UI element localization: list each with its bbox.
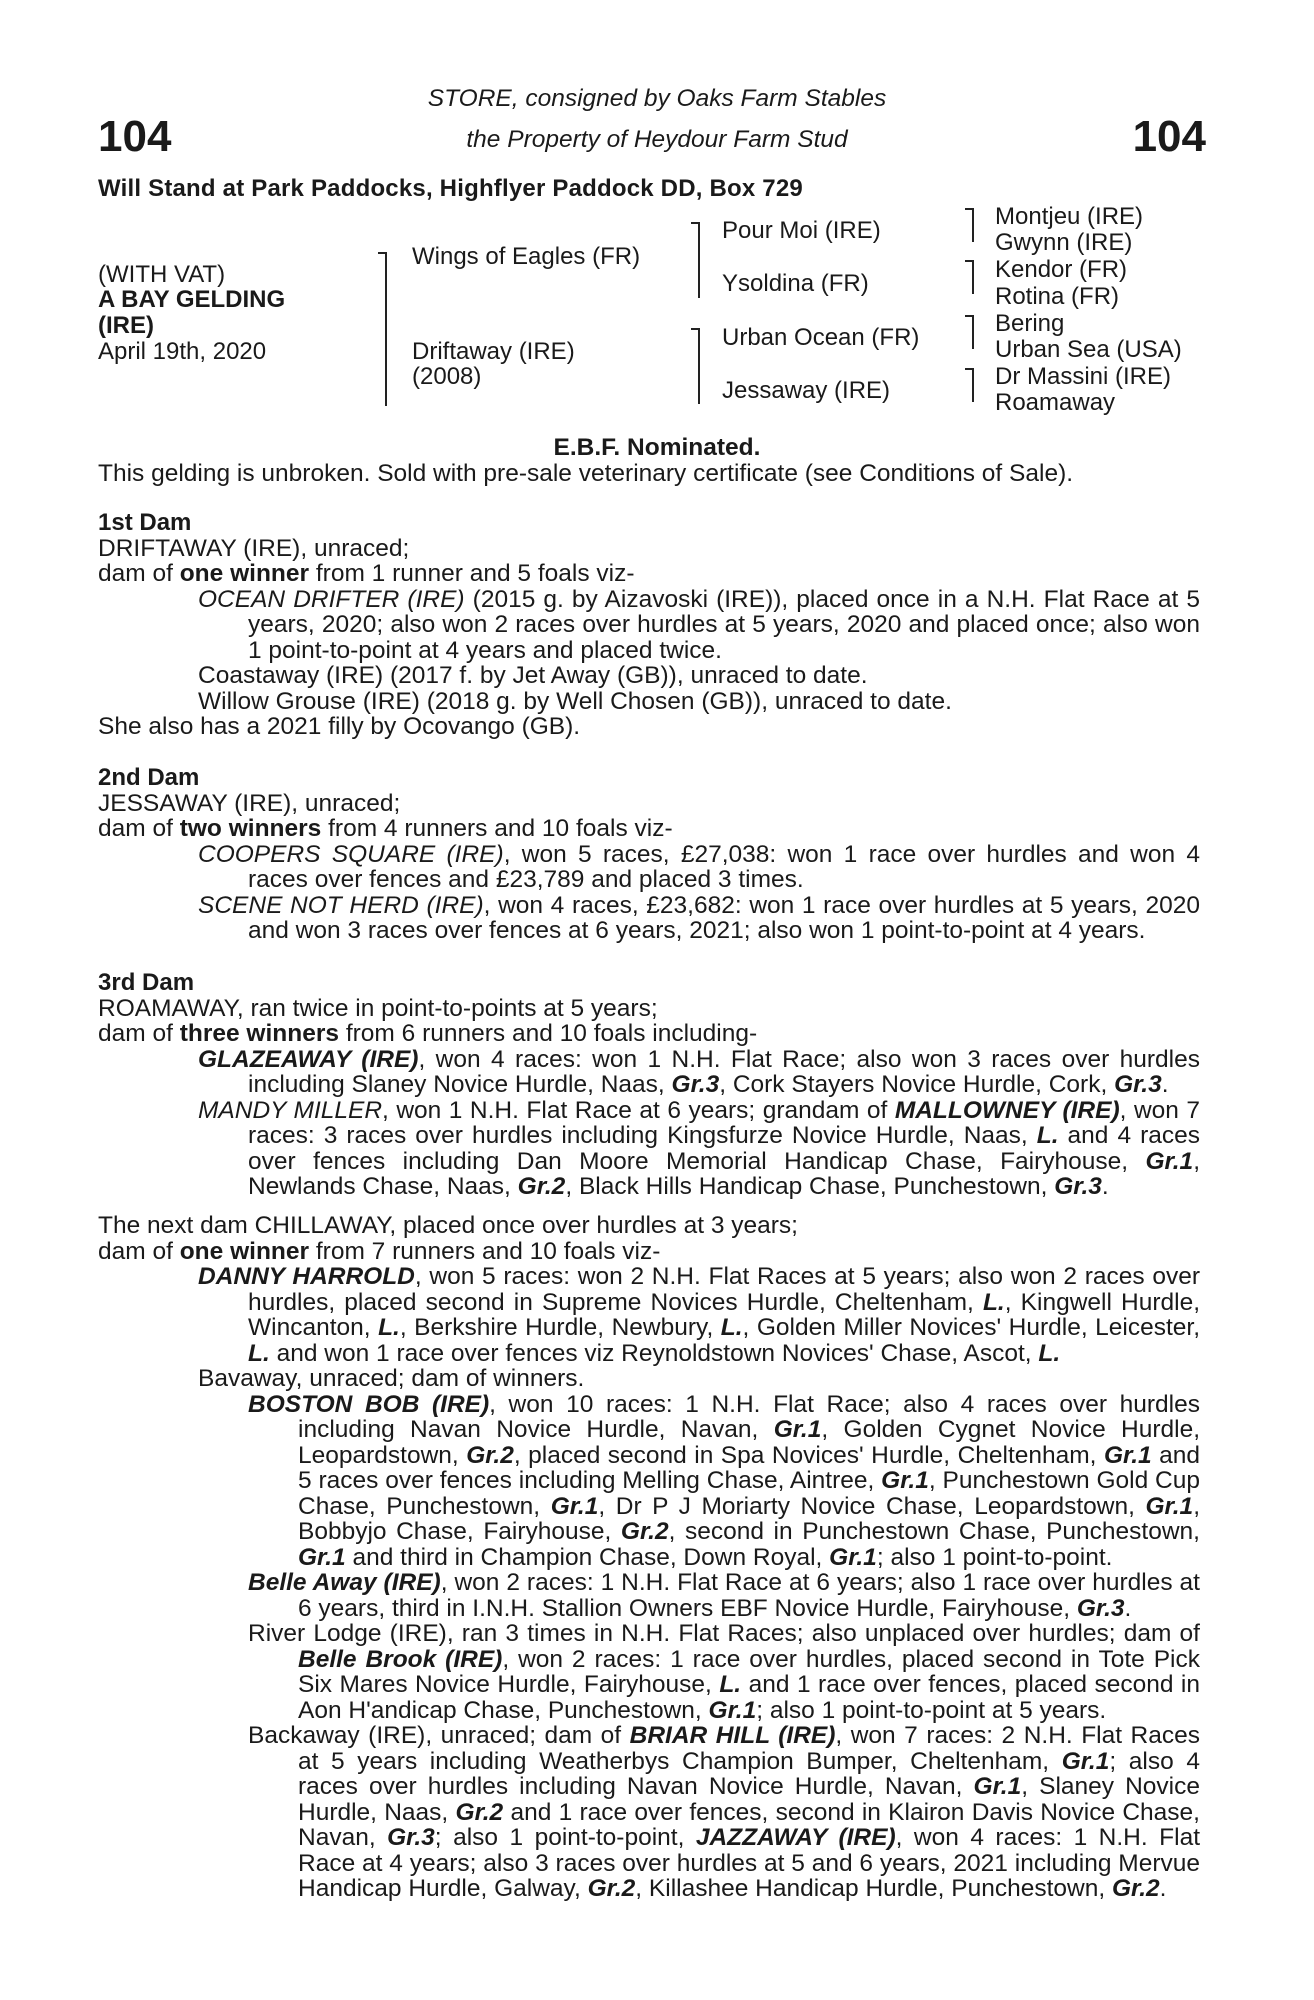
pedigree-bracket (972, 208, 974, 242)
progeny-entry: Belle Away (IRE), won 2 races: 1 N.H. Flat Race at 6 years; also 1 race over hurdles at 6 years, third in I.N.H. Stallion Owners EBF Novice Hurdle, Fairyhouse, Gr.3. (248, 1569, 1200, 1622)
pedigree-gen3: Bering (995, 310, 1065, 337)
vat-label: (WITH VAT) (98, 261, 226, 288)
first-dam-section (98, 510, 1200, 740)
progeny-entry: SCENE NOT HERD (IRE), won 4 races, £23,682: won 1 race over hurdles at 5 years, 2020 and won 3 races over fences at 6 years, 2021; also won 1 point-to-point at 4 years. (198, 891, 1200, 944)
pedigree-gen3: Roamaway (995, 389, 1116, 416)
pedigree-gen3: Montjeu (IRE) (995, 203, 1144, 230)
pedigree-sire: Wings of Eagles (FR) (412, 243, 641, 270)
progeny-entry: Bavaway, unraced; dam of winners. (198, 1365, 585, 1392)
dam-name-line: ROAMAWAY, ran twice in point-to-points at 5 years; (98, 994, 658, 1022)
progeny-entry: River Lodge (IRE), ran 3 times in N.H. Flat Races; also unplaced over hurdles; dam of Belle Brook (IRE), won 2 races: 1 race over hurdles, placed second in Tote Pick Six Mares Novice Hurdle, Fairyhouse, L. and 1 race over fences, placed second in Aon H'andicap Chase, Punchestown, Gr.1; also 1 point-to-point at 5 years. (248, 1620, 1200, 1724)
section-heading: 1st Dam (98, 509, 192, 536)
progeny-entry: Backaway (IRE), unraced; dam of BRIAR HILL (IRE), won 7 races: 2 N.H. Flat Races at 5 years including Weatherbys Champion Bumper, Cheltenham, Gr.1; also 4 races over hurdles including Navan Novice Hurdle, Navan, Gr.1, Slaney Novice Hurdle, Naas, Gr.2 and 1 race over fences, second in Klairon Davis Novice Chase, Navan, Gr.3; also 1 point-to-point, JAZZAWAY (IRE), won 4 races: 1 N.H. Flat Race at 4 years; also 3 races over hurdles at 5 and 6 years, 2021 including Mervue Handicap Hurdle, Galway, Gr.2, Killashee Handicap Hurdle, Punchestown, Gr.2. (248, 1722, 1201, 1902)
progeny-entry: OCEAN DRIFTER (IRE) (2015 g. by Aizavoski (IRE)), placed once in a N.H. Flat Race at 5 years, 2020; also won 2 races over hurdles at 5 years, 2020 and placed once; also won 1 point-to-point at 4 years and placed twice. (198, 585, 1200, 664)
pedigree-bracket (698, 328, 700, 404)
dam-summary: dam of one winner from 1 runner and 5 foals viz- (98, 560, 635, 587)
pedigree-gen3: Rotina (FR) (995, 283, 1120, 310)
progeny-entry: DANNY HARROLD, won 5 races: won 2 N.H. Flat Races at 5 years; also won 2 races over hurdles, placed second in Supreme Novices Hurdle, Cheltenham, L., Kingwell Hurdle, Wincanton, L., Berkshire Hurdle, Newbury, L., Golden Miller Novices' Hurdle, Leicester, L. and won 1 race over fences viz Reynoldstown Novices' Chase, Ascot, L. (198, 1263, 1201, 1367)
foaling-date: April 19th, 2020 (98, 338, 267, 365)
property-line: the Property of Heydour Farm Stud (466, 126, 848, 153)
pedigree-bracket (972, 260, 974, 294)
sale-note: This gelding is unbroken. Sold with pre-sale veterinary certificate (see Conditions of Sale). (98, 460, 1074, 487)
pedigree-dam-year: (2008) (412, 363, 482, 390)
dam-summary: dam of two winners from 4 runners and 10 foals viz- (98, 815, 673, 842)
pedigree-bracket (385, 252, 387, 406)
pedigree-bracket (972, 315, 974, 349)
lot-description: A BAY GELDING (98, 286, 286, 313)
progeny-entry: GLAZEAWAY (IRE), won 4 races: won 1 N.H. Flat Race; also won 3 races over hurdles including Slaney Novice Hurdle, Naas, Gr.3, Cork Stayers Novice Hurdle, Cork, Gr.3. (198, 1045, 1200, 1098)
lot-number-left: 104 (98, 112, 172, 161)
pedigree-sire-sire: Pour Moi (IRE) (722, 217, 881, 244)
stand-location: Will Stand at Park Paddocks, Highflyer Paddock DD, Box 729 (98, 175, 803, 202)
ebf-nominated: E.B.F. Nominated. (553, 434, 761, 461)
consignor-line: STORE, consigned by Oaks Farm Stables (427, 85, 887, 112)
section-heading: 2nd Dam (98, 764, 200, 791)
pedigree-gen3: Kendor (FR) (995, 256, 1128, 283)
pedigree-dam-dam: Jessaway (IRE) (722, 377, 891, 404)
section-heading: 3rd Dam (98, 969, 195, 996)
lot-number-right: 104 (1132, 112, 1206, 161)
pedigree-gen3: Urban Sea (USA) (995, 336, 1182, 363)
progeny-entry: COOPERS SQUARE (IRE), won 5 races, £27,038: won 1 race over hurdles and won 4 races over fences and £23,789 and placed 3 times. (198, 840, 1201, 893)
pedigree-dam: Driftaway (IRE) (412, 338, 575, 365)
next-dam-section (98, 1213, 1200, 1902)
third-dam-section (98, 970, 1200, 1200)
second-dam-section (98, 765, 1200, 944)
dam-name-line: DRIFTAWAY (IRE), unraced; (98, 534, 410, 562)
dam-name-line: The next dam CHILLAWAY, placed once over hurdles at 3 years; (98, 1212, 798, 1239)
pedigree-bracket (972, 368, 974, 402)
dam-summary: dam of one winner from 7 runners and 10 foals viz- (98, 1237, 661, 1265)
progeny-note: She also has a 2021 filly by Ocovango (GB). (98, 713, 581, 740)
progeny-entry: Coastaway (IRE) (2017 f. by Jet Away (GB)), unraced to date. (198, 662, 868, 689)
pedigree-dam-sire: Urban Ocean (FR) (722, 324, 920, 351)
progeny-entry: MANDY MILLER, won 1 N.H. Flat Race at 6 years; grandam of MALLOWNEY (IRE), won 7 races: 3 races over hurdles including Kingsfurze Novice Hurdle, Naas, L. and 4 races over fences including Dan Moore Memorial Handicap Chase, Fairyhouse, Gr.1, Newlands Chase, Naas, Gr.2, Black Hills Handicap Chase, Punchestown, Gr.3. (198, 1096, 1201, 1200)
dam-summary: dam of three winners from 6 runners and 10 foals including- (98, 1020, 758, 1047)
pedigree-bracket (698, 222, 700, 298)
progeny-entry: Willow Grouse (IRE) (2018 g. by Well Chosen (GB)), unraced to date. (198, 687, 952, 715)
pedigree-gen3: Gwynn (IRE) (995, 229, 1133, 256)
pedigree-gen3: Dr Massini (IRE) (995, 363, 1172, 390)
dam-name-line: JESSAWAY (IRE), unraced; (98, 789, 401, 817)
lot-country: (IRE) (98, 312, 154, 339)
progeny-entry: BOSTON BOB (IRE), won 10 races: 1 N.H. Flat Race; also 4 races over hurdles including Navan Novice Hurdle, Navan, Gr.1, Golden Cygnet Novice Hurdle, Leopardstown, Gr.2, placed second in Spa Novices' Hurdle, Cheltenham, Gr.1 and 5 races over fences including Melling Chase, Aintree, Gr.1, Punchestown Gold Cup Chase, Punchestown, Gr.1, Dr P J Moriarty Novice Chase, Leopardstown, Gr.1, Bobbyjo Chase, Fairyhouse, Gr.2, second in Punchestown Chase, Punchestown, Gr.1 and third in Champion Chase, Down Royal, Gr.1; also 1 point-to-point. (248, 1390, 1201, 1571)
pedigree-sire-dam: Ysoldina (FR) (722, 270, 869, 297)
